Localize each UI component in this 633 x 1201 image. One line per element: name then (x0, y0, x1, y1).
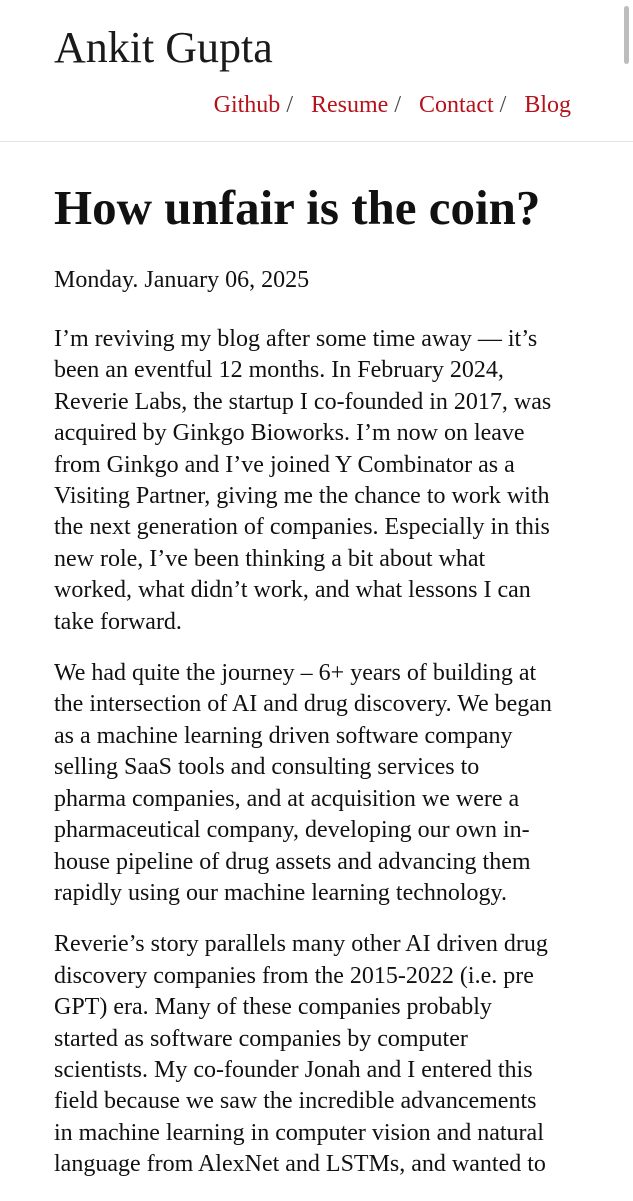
post-paragraph-3 (54, 929, 589, 1180)
site-title[interactable]: Ankit Gupta (54, 23, 273, 72)
paragraph-line: acquired by Ginkgo Bioworks. I’m now on leave (54, 420, 525, 447)
nav-link-contact[interactable]: Contact (418, 92, 494, 118)
paragraph-line: We had quite the journey – 6+ years of building at (54, 660, 537, 687)
paragraph-line: Reverie’s story parallels many other AI driven drug (54, 931, 548, 958)
nav-separator: / (499, 92, 507, 118)
paragraph-line: I’m reviving my blog after some time away — it’s (54, 326, 538, 352)
paragraph-line: as a machine learning driven software company (54, 722, 513, 749)
site-header (0, 0, 633, 142)
paragraph-line: scientists. My co-founder Jonah and I entered this (54, 1056, 533, 1083)
nav-separator: / (286, 92, 293, 118)
nav-link-blog[interactable]: Blog (524, 92, 571, 118)
paragraph-line: from Ginkgo and I’ve joined Y Combinator as a (54, 451, 515, 478)
paragraph-line: the intersection of AI and drug discovery. We began (54, 691, 552, 718)
paragraph-line: rapidly using our machine learning technology. (54, 879, 507, 906)
scrollbar[interactable] (624, 6, 629, 64)
nav-separator: / (394, 92, 401, 118)
site-nav (214, 89, 571, 121)
nav-link-resume[interactable]: Resume (310, 92, 389, 118)
post-paragraph-2 (54, 658, 589, 909)
paragraph-line: language from AlexNet and LSTMs, and wanted to (54, 1151, 546, 1178)
post-date: Monday. January 06, 2025 (54, 267, 310, 293)
paragraph-line: the next generation of companies. Especially in this (54, 514, 550, 541)
paragraph-line: house pipeline of drug assets and advancing them (54, 848, 531, 875)
paragraph-line: started as software companies by computer (54, 1025, 468, 1052)
paragraph-line: Reverie Labs, the startup I co-founded in 2017, was (54, 388, 552, 415)
post-title: How unfair is the coin? (54, 180, 541, 235)
paragraph-line: discovery companies from the 2015-2022 (i.e. pre (54, 962, 534, 989)
paragraph-line: pharmaceutical company, developing our own in- (54, 817, 530, 844)
paragraph-line: in machine learning in computer vision and natural (54, 1119, 544, 1146)
post-paragraph-1 (54, 324, 589, 638)
paragraph-line: been an eventful 12 months. In February 2024, (54, 357, 504, 384)
paragraph-line: GPT) era. Many of these companies probably (54, 994, 492, 1021)
paragraph-line: worked, what didn’t work, and what lessons I can (54, 577, 531, 604)
paragraph-line: field because we saw the incredible advancements (54, 1088, 537, 1115)
paragraph-line: pharma companies, and at acquisition we were a (54, 785, 520, 812)
paragraph-line: Visiting Partner, giving me the chance to work with (54, 483, 550, 510)
paragraph-line: new role, I’ve been thinking a bit about what (54, 545, 486, 572)
nav-link-github[interactable]: Github (213, 92, 281, 118)
paragraph-line: take forward. (54, 608, 182, 635)
post-content (54, 178, 589, 1201)
paragraph-line: selling SaaS tools and consulting services to (54, 754, 480, 781)
